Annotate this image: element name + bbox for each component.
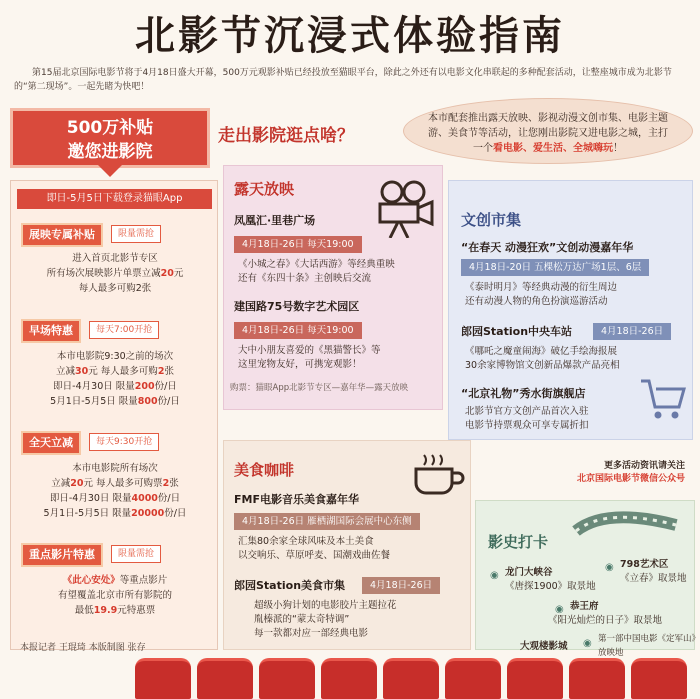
more-info-line2[interactable]: 北京国际电影节微信公众号 [576, 474, 685, 484]
section-exhibit-head [21, 223, 161, 243]
shopping-cart-icon [639, 377, 687, 421]
more-info [520, 460, 685, 486]
line: 即日-4月30日 限量4000份/日 [49, 493, 181, 504]
section-morning-body [19, 349, 211, 409]
food-date-1: 4月18日-26日 雁栖湖国际会展中心东侧 [234, 513, 420, 530]
map-pin-icon: ◉ [605, 562, 614, 573]
section-title: 早场特惠 [21, 319, 81, 343]
outdoor-venue-1: 凤凰汇·里巷广场 [234, 214, 316, 227]
line: 本市电影院9:30之前的场次 [56, 351, 174, 362]
line: 《此心安处》等重点影片 [62, 575, 168, 586]
film-strip-icon [572, 511, 682, 551]
subsidy-column [5, 100, 220, 660]
culture-panel [448, 180, 693, 440]
seat-icon [383, 658, 439, 699]
section-key-head [21, 543, 161, 563]
outdoor-desc-1b: 还有《东四十条》主创映后交流 [238, 273, 372, 284]
seat-icon [197, 658, 253, 699]
map-pin-icon: ◉ [490, 570, 499, 581]
seat-icon [321, 658, 377, 699]
spot-desc-1: 《唐探1900》取景地 [505, 581, 596, 592]
map-pin-icon: ◉ [583, 638, 592, 649]
food-desc-2b: 胤榛派的“蒙太奇特调” [254, 614, 350, 625]
outdoor-panel [223, 165, 443, 410]
outdoor-date-1: 4月18日-26日 每天19:00 [234, 236, 362, 253]
theater-seats [0, 650, 700, 699]
section-title: 展映专属补贴 [21, 223, 103, 247]
food-title: 美食咖啡 [234, 461, 295, 479]
ribbon-line2: 邀您进影院 [67, 142, 153, 162]
spot-desc-3: 《阳光灿烂的日子》取景地 [548, 615, 663, 626]
bubble-end: ！ [613, 143, 623, 154]
outdoor-desc-1a: 《小城之春》《大话西游》等经典重映 [238, 259, 395, 270]
middle-headline: 走出影院逛点啥？ [218, 126, 354, 146]
intro-bubble [403, 98, 693, 164]
subsidy-ribbon [10, 108, 210, 168]
credit-line: 本报记者 王琨琦 本版制图 张存 [20, 643, 146, 653]
section-tag: 限量需抢 [111, 545, 161, 563]
outdoor-venue-2: 建国路75号数字艺术园区 [234, 300, 360, 313]
projector-icon [372, 180, 436, 238]
food-desc-2a: 超级小狗计划的电影胶片主题拉花 [254, 600, 397, 611]
culture-desc-1b: 还有动漫人物的角色扮演巡游活动 [465, 296, 608, 307]
seat-icon [259, 658, 315, 699]
spot-desc-4: 第一部中国电影《定军山》放映地 [598, 634, 700, 658]
section-allday-head [21, 431, 159, 451]
ribbon-line1: 500万补贴 [66, 118, 154, 138]
culture-venue-2: 郎园Station中央车站 [461, 325, 573, 338]
section-title: 重点影片特惠 [21, 543, 103, 567]
page-title: 北影节沉浸式体验指南 [135, 13, 565, 59]
culture-venue-3: “北京礼物”秀水街旗舰店 [461, 387, 586, 400]
culture-desc-3b: 电影节持票观众可享专属折扣 [465, 420, 589, 431]
line: 进入首页北影节专区 [72, 253, 158, 264]
outdoor-note: 购票：猫眼App北影节专区—嘉年华—露天放映 [230, 383, 409, 393]
seat-icon [631, 658, 687, 699]
food-venue-2: 郎园Station美食市集 [234, 579, 346, 592]
line: 5月1日-5月5日 限量20000份/日 [43, 508, 187, 519]
line: 每人最多可购2张 [78, 283, 152, 294]
culture-desc-2a: 《哪吒之魔童闹海》破亿手绘海报展 [465, 346, 618, 357]
section-morning-head [21, 319, 159, 339]
outdoor-desc-2a: 大中小朋友喜爱的《黑猫警长》等 [238, 345, 381, 356]
food-panel [223, 440, 471, 650]
subsidy-panel [10, 180, 218, 650]
intro-text: 第15届北京国际电影节将于4月18日盛大开幕，500万元观影补贴已经投放至猫眼平台，除此之外还有以电影文化串联起的多种配套活动，让整座城市成为北影节的“第二现场”。一起先睹为快吧！ [14, 68, 672, 92]
culture-desc-1a: 《泰时明月》等经典动漫的衍生周边 [465, 282, 618, 293]
spot-name-3: 恭王府 [570, 601, 599, 612]
line: 有望覆盖北京市所有影院的 [57, 590, 172, 601]
food-desc-1a: 汇集80余家全球风味及本土美食 [238, 536, 374, 547]
food-desc-1b: 以交响乐、草原呼麦、国潮戏曲佐餐 [238, 550, 391, 561]
line: 所有场次展映影片单票立减20元 [46, 268, 184, 279]
culture-desc-2b: 30余家博物馆文创新品爆款产品亮相 [465, 360, 620, 371]
line: 立减20元 每人最多可购票2张 [51, 478, 179, 489]
outdoor-date-2: 4月18日-26日 每天19:00 [234, 322, 362, 339]
app-bar[interactable]: 即日-5月5日下载登录猫眼App [17, 189, 212, 209]
line: 5月1日-5月5日 限量800份/日 [50, 396, 180, 407]
bubble-highlight: 看电影、爱生活、全城嗨玩 [493, 143, 613, 154]
line: 即日-4月30日 限量200份/日 [53, 381, 177, 392]
line: 最低19.9元特惠票 [74, 605, 156, 616]
spot-name-1: 龙门大峡谷 [505, 567, 553, 578]
culture-venue-1: “在春天 动漫狂欢”文创动漫嘉年华 [461, 241, 634, 254]
spot-name-4: 大观楼影城 [520, 641, 568, 652]
seat-icon [569, 658, 625, 699]
culture-date-1: 4月18日-20日 五棵松万达广场1层、6层 [461, 259, 649, 276]
outdoor-title: 露天放映 [234, 180, 295, 198]
section-tag: 每天9:30开抢 [89, 433, 159, 451]
food-date-2: 4月18日-26日 [362, 577, 440, 594]
section-tag: 每天7:00开抢 [89, 321, 159, 339]
line: 本市电影院所有场次 [72, 463, 158, 474]
spot-desc-2: 《立春》取景地 [620, 573, 687, 584]
checkin-title: 影史打卡 [488, 533, 549, 551]
culture-date-2: 4月18日-26日 [593, 323, 671, 340]
food-desc-2c: 每一款都对应一部经典电影 [254, 628, 369, 639]
map-pin-icon: ◉ [555, 604, 564, 615]
section-title: 全天立减 [21, 431, 81, 455]
more-info-line1: 更多活动资讯请关注 [603, 461, 685, 471]
culture-desc-3a: 北影节官方文创产品首次入驻 [465, 406, 589, 417]
section-exhibit-body [19, 251, 211, 296]
outdoor-desc-2b: 这里宠物友好，可携宠观影！ [238, 359, 362, 370]
section-tag: 限量需抢 [111, 225, 161, 243]
line: 立减30元 每人最多可购2张 [56, 366, 174, 377]
seat-icon [135, 658, 191, 699]
culture-title: 文创市集 [461, 211, 522, 229]
bubble-text: 本市配套推出露天放映、影视动漫文创市集、电影主题游、美食节等活动，让您刚出影院又进电影之城，主打一个 [428, 113, 668, 154]
section-key-body [19, 573, 211, 618]
seat-icon [445, 658, 501, 699]
coffee-cup-icon [410, 453, 466, 497]
spot-name-2: 798艺术区 [620, 559, 669, 570]
seat-icon [507, 658, 563, 699]
food-venue-1: FMF电影音乐美食嘉年华 [234, 493, 359, 506]
section-allday-body [19, 461, 211, 521]
